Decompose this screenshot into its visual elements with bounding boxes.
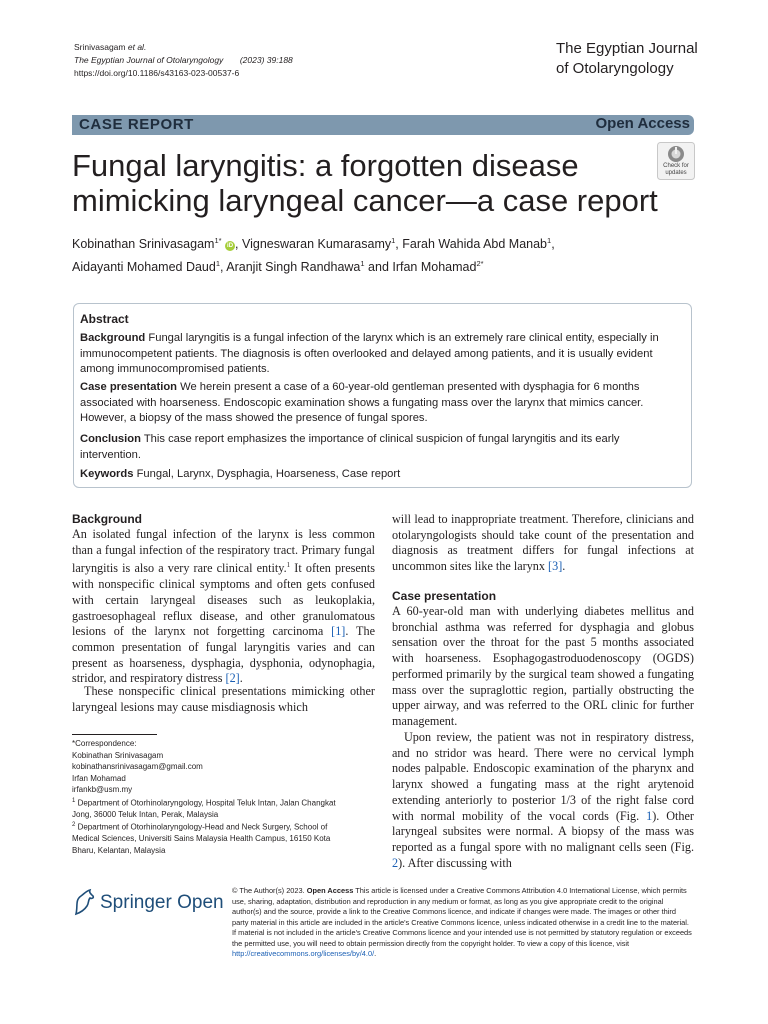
abstract-text: We herein present a case of a 60-year-old gentleman presented with dysphagia for 6 months associated with hoarseness. Endoscopic examination shows a fungating mass over the larynx that mimics cancer. However, a biopsy of the mass showed the presence of fungal spores. bbox=[80, 381, 644, 424]
affiliation-sup: 2 bbox=[72, 822, 76, 829]
body-text: An isolated fungal infection of the larynx is less common than a fungal infection of the respiratory tract. Primary fungal laryngitis is also a very rare clinical entity. bbox=[72, 527, 375, 576]
springer-horse-icon bbox=[72, 888, 98, 918]
open-access-label: Open Access bbox=[595, 115, 690, 132]
case-paragraph-1: A 60-year-old man with underlying diabetes mellitus and bronchial asthma was referred for dysphagia and globus sensation over the throat for the past 5 months associated with hoarseness. Esophagogastroduodenoscopy (OGDS) performed primarily by the surgical team showed a fungating mass over the supraglottic region, partially obstructing the upper airway, and was referred to the ORL clinic for further management. bbox=[392, 604, 694, 728]
body-text: Upon review, the patient was not in respiratory distress, and no stridor was heard. There were no cervical lymph nodes palpable. Endoscopic examination of the pharynx and larynx showed a fungating mass at the right arytenoid extending anteriorly to posterior 1/3 of the right false cord with normal mobility of the vocal cords (Fig. bbox=[392, 730, 694, 823]
check-updates-line-1: Check for bbox=[663, 163, 689, 169]
affiliation-1 bbox=[72, 796, 352, 821]
publisher-name: Springer Open bbox=[100, 892, 224, 913]
correspondence-name: Irfan Mohamad bbox=[72, 773, 126, 783]
correspondence-label: *Correspondence: bbox=[72, 739, 137, 748]
copyright-text: © The Author(s) 2023. bbox=[232, 886, 307, 895]
journal-line-2: of Otolaryngology bbox=[556, 60, 674, 77]
abstract-text: Fungal, Larynx, Dysphagia, Hoarseness, Case report bbox=[133, 468, 401, 480]
body-text: ). After discussing with bbox=[398, 855, 512, 870]
year-volume: (2023) 39:188 bbox=[239, 55, 293, 65]
orcid-icon[interactable]: iD bbox=[227, 243, 234, 250]
affiliation-text: Department of Otorhinolaryngology, Hospital Teluk Intan, Jalan Changkat Jong, 36000 Teluk Intan, Perak, Malaysia bbox=[72, 798, 336, 819]
abstract-text: Fungal laryngitis is a fungal infection of the larynx which is an extremely rare clinical entity, especially in immunocompetent patients. The diagnosis is often overlooked and delayed among patients, and it is usually evident among immunocompromised patients. bbox=[80, 332, 659, 375]
article-title bbox=[72, 148, 662, 218]
body-text: will lead to inappropriate treatment. Therefore, clinicians and otolaryngologists should take count of the presentation and diagnosis as treatment differs for fungal infections at uncommon sites like the larynx bbox=[392, 512, 694, 574]
author-affiliation-sup: 2* bbox=[476, 259, 484, 269]
author-affiliation-sup: 1* bbox=[214, 236, 222, 245]
abstract-background bbox=[80, 331, 680, 378]
abstract-conclusion bbox=[80, 432, 680, 463]
affiliation-sup: 1 bbox=[72, 797, 76, 804]
author-name[interactable]: , Vigneswaran Kumarasamy bbox=[235, 237, 392, 252]
author-separator: , bbox=[551, 237, 555, 252]
correspondence-email[interactable]: kobinathansrinivasagam@gmail.com bbox=[72, 762, 203, 771]
article-type-label: CASE REPORT bbox=[79, 116, 194, 133]
journal-italic: The Egyptian Journal of Otolaryngology bbox=[74, 55, 224, 65]
abstract-label: Keywords bbox=[80, 468, 134, 480]
citation-link[interactable]: [3] bbox=[548, 559, 563, 574]
title-line-1: Fungal laryngitis: a forgotten disease bbox=[72, 148, 579, 183]
check-for-updates-badge[interactable] bbox=[657, 142, 695, 180]
correspondence-name: Kobinathan Srinivasagam bbox=[72, 750, 164, 760]
open-access-bold: Open Access bbox=[306, 886, 354, 895]
background-paragraph-continued bbox=[392, 512, 694, 575]
author-name[interactable]: and Irfan Mohamad bbox=[364, 260, 477, 275]
license-link[interactable]: http://creativecommons.org/licenses/by/4.0/ bbox=[232, 949, 375, 958]
author-affiliation-sup: 1 bbox=[547, 236, 552, 245]
author-list bbox=[72, 231, 672, 277]
abstract-label: Conclusion bbox=[80, 433, 141, 445]
case-paragraph-2 bbox=[392, 730, 694, 871]
author-affiliation-sup: 1 bbox=[391, 236, 396, 245]
license-end: . bbox=[374, 949, 377, 958]
article-meta bbox=[74, 41, 293, 80]
abstract-case bbox=[80, 380, 680, 427]
author-name[interactable]: Aidayanti Mohamed Daud bbox=[72, 260, 216, 275]
doi-link[interactable]: https://doi.org/10.1186/s43163-023-00537-6 bbox=[74, 68, 240, 78]
background-paragraph-2: These nonspecific clinical presentations mimicking other laryngeal lesions may cause misdiagnosis which bbox=[72, 684, 375, 714]
license-notice bbox=[232, 886, 694, 960]
article-type-banner bbox=[72, 115, 694, 135]
abstract-label: Case presentation bbox=[80, 381, 177, 393]
footnote-sup: 1 bbox=[286, 561, 291, 570]
author-affiliation-sup: 1 bbox=[360, 259, 365, 269]
correspondence-block bbox=[72, 738, 372, 856]
title-line-2: mimicking laryngeal cancer—a case report bbox=[72, 183, 658, 218]
license-text: This article is licensed under a Creative Commons Attribution 4.0 International License, which permits use, sharing, adaptation, distribution and reproduction in any medium or format, as long as you give appropriate credit to the original author(s) and the source, provide a link to the Creative Commons licence, and indicate if changes were made. The images or other third party material in this article are included in the article's Creative Commons licence, unless indicated otherwise in a credit line to the material. If material is not included in the article's Creative Commons licence and your intended use is not permitted by statutory regulation or exceeds the permitted use, you will need to obtain permission directly from the copyright holder. To view a copy of this licence, visit bbox=[232, 886, 692, 948]
affiliation-text: Department of Otorhinolaryngology-Head and Neck Surgery, School of Medical Sciences, Universiti Sains Malaysia Health Campus, 16150 Kota Bharu, Kelantan, Malaysia bbox=[72, 822, 331, 855]
figure-link[interactable]: 2 bbox=[392, 855, 399, 870]
body-text: . bbox=[239, 671, 243, 686]
figure-link[interactable]: 1 bbox=[646, 808, 653, 823]
abstract-text: This case report emphasizes the importance of clinical suspicion of fungal laryngitis and its early intervention. bbox=[80, 433, 620, 461]
citation-link[interactable]: [1] bbox=[331, 624, 346, 639]
affiliation-2 bbox=[72, 820, 352, 856]
abstract-keywords bbox=[80, 467, 680, 483]
body-text: It often presents with nonspecific clinical symptoms and often gets confused with certain laryngeal diseases such as leukoplakia, gastroesophageal reflux disease, and other granulomatous lesions of the larynx not forgetting carcinoma bbox=[72, 561, 375, 639]
body-text: . bbox=[562, 559, 566, 574]
abstract-heading: Abstract bbox=[80, 312, 129, 326]
correspondence-email[interactable]: irfankb@usm.my bbox=[72, 785, 133, 794]
check-updates-line-2: updates bbox=[665, 169, 687, 176]
abstract-label: Background bbox=[80, 332, 146, 344]
journal-line-1: The Egyptian Journal bbox=[556, 40, 698, 57]
et-al: et al. bbox=[127, 42, 147, 52]
citation-link[interactable]: [2] bbox=[225, 671, 240, 686]
journal-name bbox=[556, 39, 698, 79]
body-text: ). Other laryngeal subsites were normal. A biopsy of the mass was reported as a fungal spore with no malignant cells seen (Fig. bbox=[392, 808, 694, 854]
background-paragraph-1 bbox=[72, 527, 375, 687]
author-name[interactable]: Kobinathan Srinivasagam bbox=[72, 237, 215, 252]
footnote-divider bbox=[72, 734, 157, 735]
section-heading-background: Background bbox=[72, 512, 143, 526]
section-heading-case: Case presentation bbox=[392, 589, 497, 603]
author-name[interactable]: , Farah Wahida Abd Manab bbox=[395, 237, 548, 252]
body-text: . The common presentation of fungal laryngitis varies and can present as hoarseness, dysphagia, dysphonia, odynophagia, stridor, and respiratory distress bbox=[72, 624, 375, 686]
author-name[interactable]: , Aranjit Singh Randhawa bbox=[220, 260, 361, 275]
author-affiliation-sup: 1 bbox=[215, 259, 221, 269]
author-short: Srinivasagam bbox=[74, 42, 126, 52]
